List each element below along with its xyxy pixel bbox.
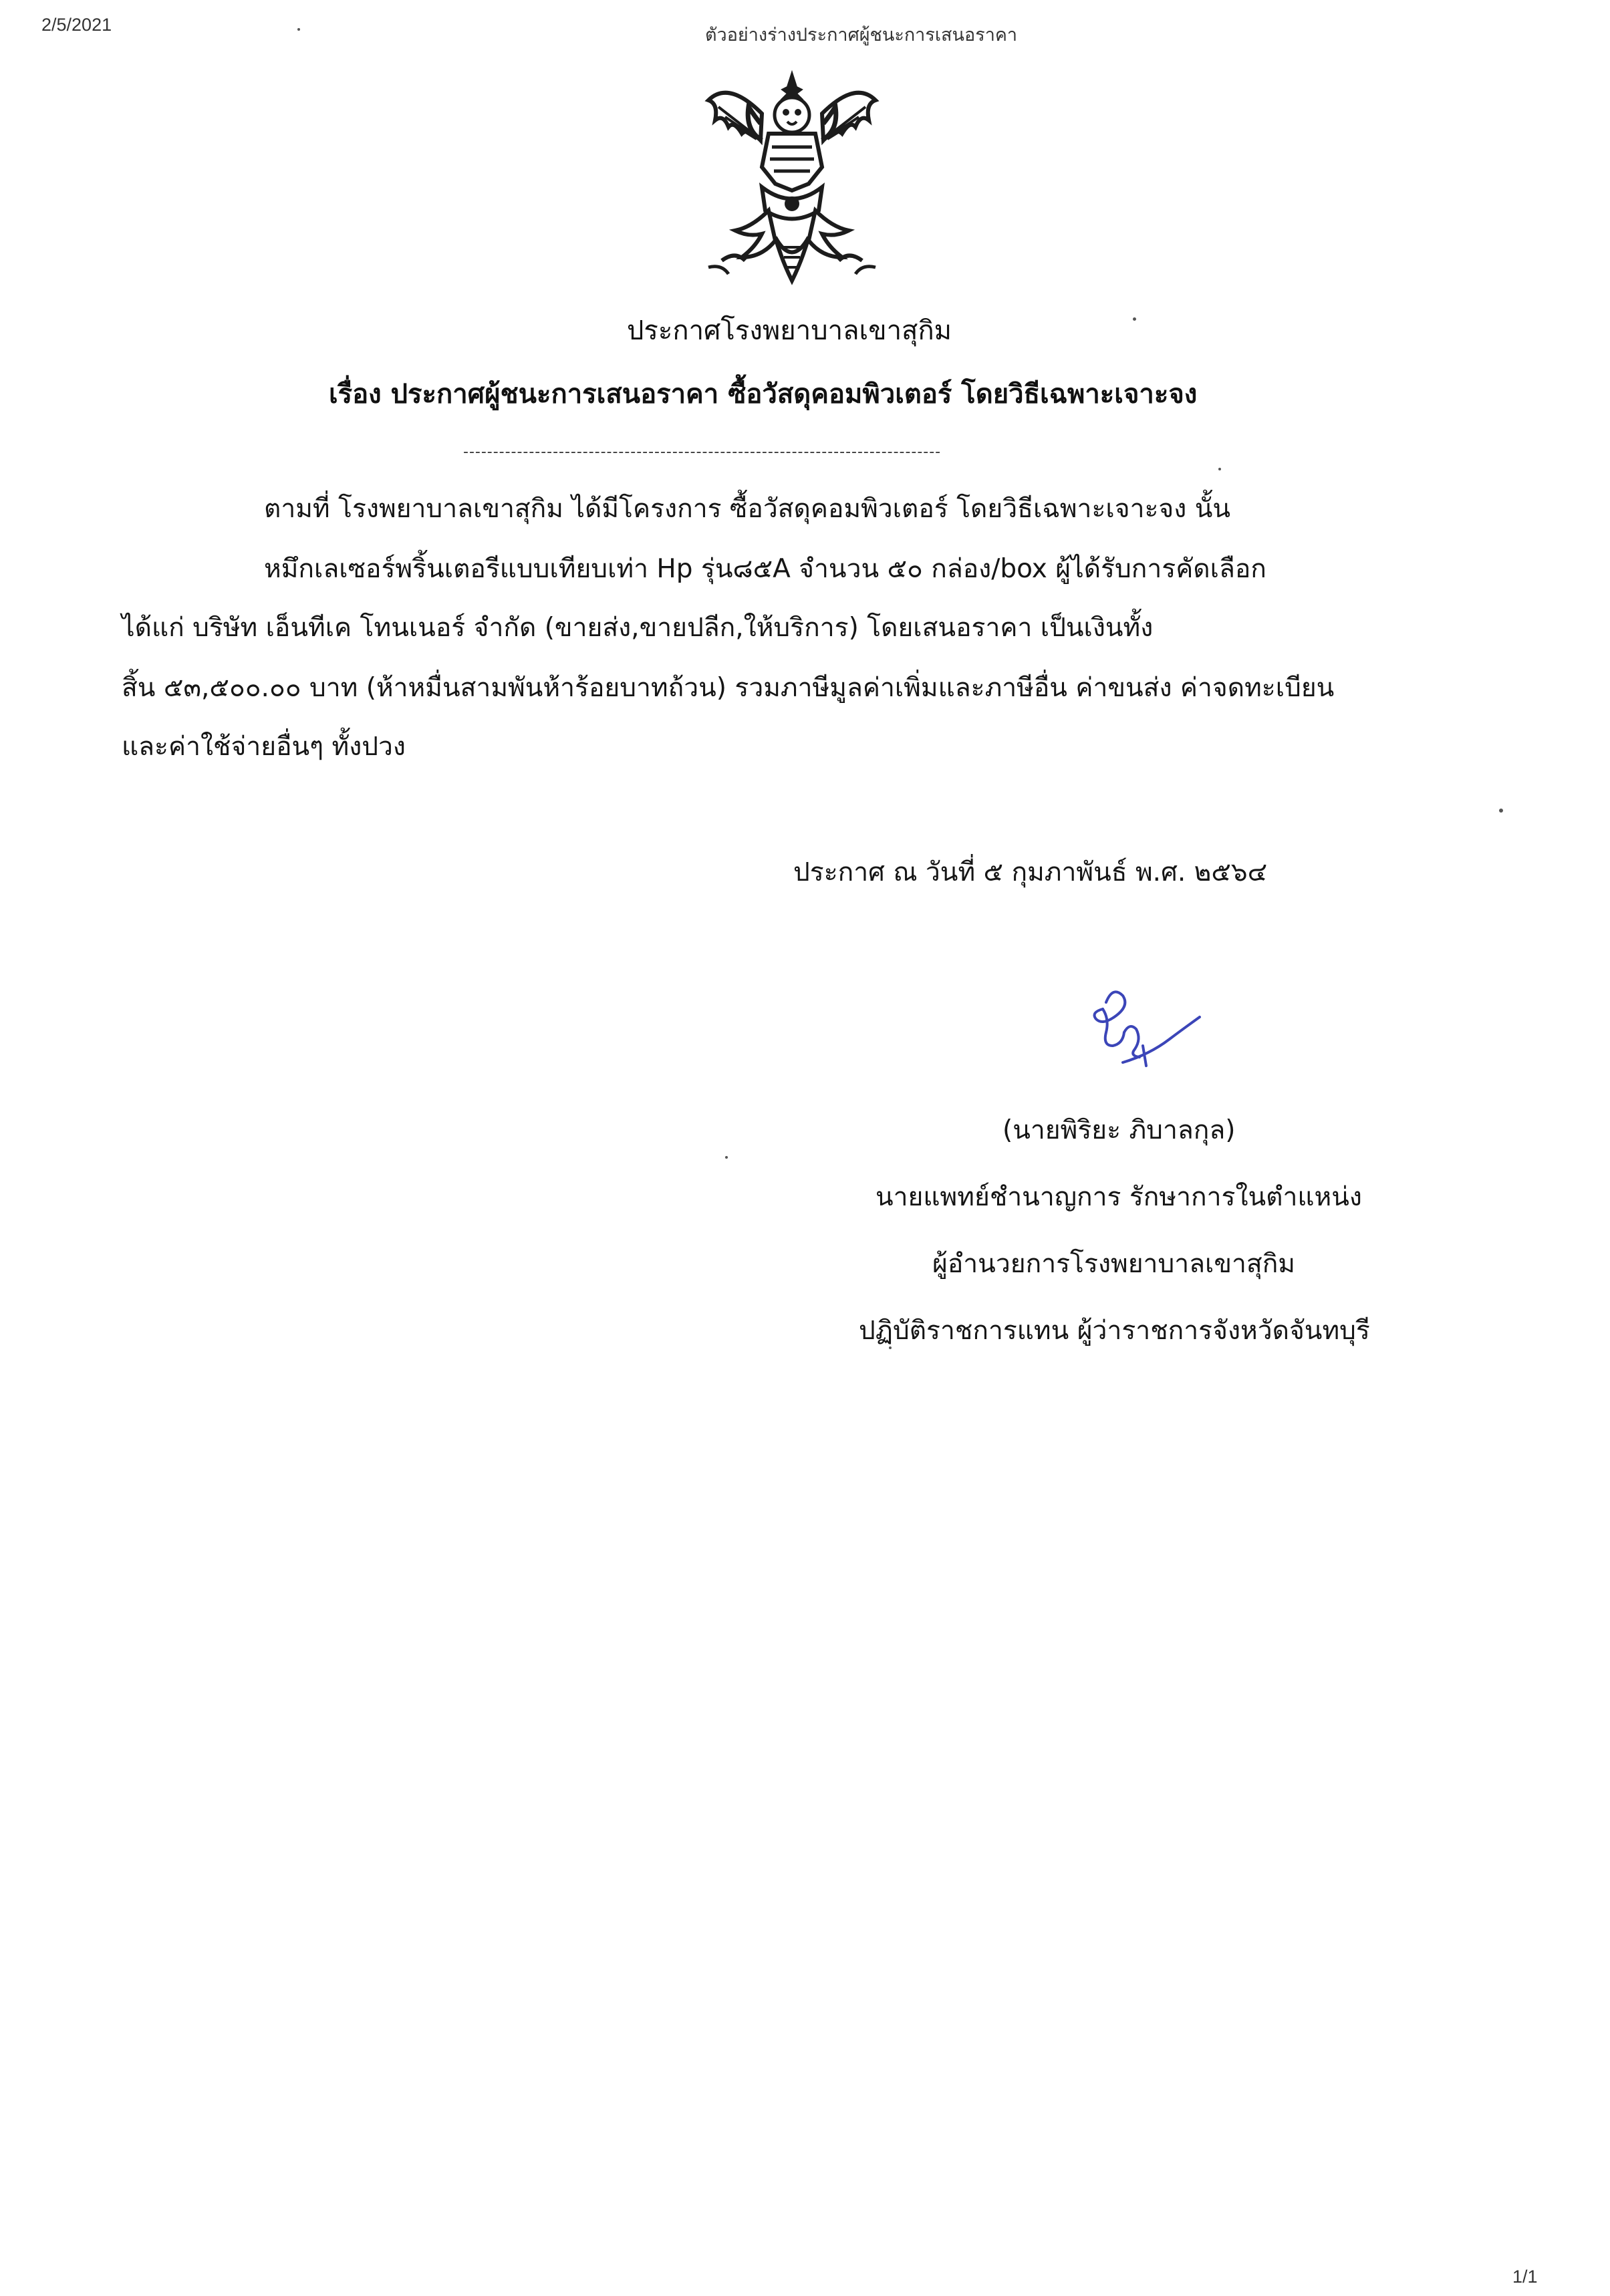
- signatory-position-2: ผู้อำนวยการโรงพยาบาลเขาสุกิม: [932, 1249, 1296, 1279]
- signature-mark: [1083, 982, 1216, 1089]
- print-date: 2/5/2021: [41, 15, 112, 35]
- subject-title: เรื่อง ประกาศผู้ชนะการเสนอราคา ซื้อวัสดุคอมพิวเตอร์ โดยวิธีเฉพาะเจาะจง: [329, 379, 1198, 410]
- body-line-3: ได้แก่ บริษัท เอ็นทีเค โทนเนอร์ จำกัด (ขายส่ง,ขายปลีก,ให้บริการ) โดยเสนอราคา เป็นเงินทั้ง: [122, 613, 1154, 643]
- signatory-position-1: นายแพทย์ชำนาญการ รักษาการในตำแหน่ง: [876, 1182, 1362, 1212]
- title-separator: --------------------------------------------------------------------------------: [463, 444, 942, 460]
- scan-speck: [1218, 468, 1221, 470]
- body-line-5: และค่าใช้จ่ายอื่นๆ ทั้งปวง: [122, 732, 406, 762]
- signatory-name: (นายพิริยะ ภิบาลกุล): [1002, 1115, 1236, 1145]
- body-line-4: สิ้น ๕๓,๕๐๐.๐๐ บาท (ห้าหมื่นสามพันห้าร้อยบาทถ้วน) รวมภาษีมูลค่าเพิ่มและภาษีอื่น ค่าขนส่ง ค่าจดทะเบียน: [122, 673, 1335, 703]
- body-line-2: หมึกเลเซอร์พริ้นเตอรีแบบเทียบเท่า Hp รุ่น๘๕A จำนวน ๕๐ กล่อง/box ผู้ได้รับการคัดเลือก: [264, 554, 1266, 584]
- signatory-position-3: ปฏิบัติราชการแทน ผู้ว่าราชการจังหวัดจันทบุรี: [859, 1316, 1370, 1346]
- scan-speck: [1499, 809, 1503, 813]
- announcement-date: ประกาศ ณ วันที่ ๕ กุมภาพันธ์ พ.ศ. ๒๕๖๔: [793, 857, 1268, 887]
- page-number: 1/1: [1512, 2267, 1538, 2287]
- scan-speck: [297, 28, 300, 31]
- garuda-emblem-icon: [682, 67, 902, 291]
- print-document-title: ตัวอย่างร่างประกาศผู้ชนะการเสนอราคา: [705, 25, 1018, 45]
- body-line-1: ตามที่ โรงพยาบาลเขาสุกิม ได้มีโครงการ ซื้อวัสดุคอมพิวเตอร์ โดยวิธีเฉพาะเจาะจง นั้น: [264, 494, 1231, 524]
- scan-speck: [725, 1156, 728, 1159]
- issuer-title: ประกาศโรงพยาบาลเขาสุกิม: [627, 315, 952, 346]
- scan-speck: [1133, 317, 1136, 321]
- scan-speck: [889, 1346, 892, 1349]
